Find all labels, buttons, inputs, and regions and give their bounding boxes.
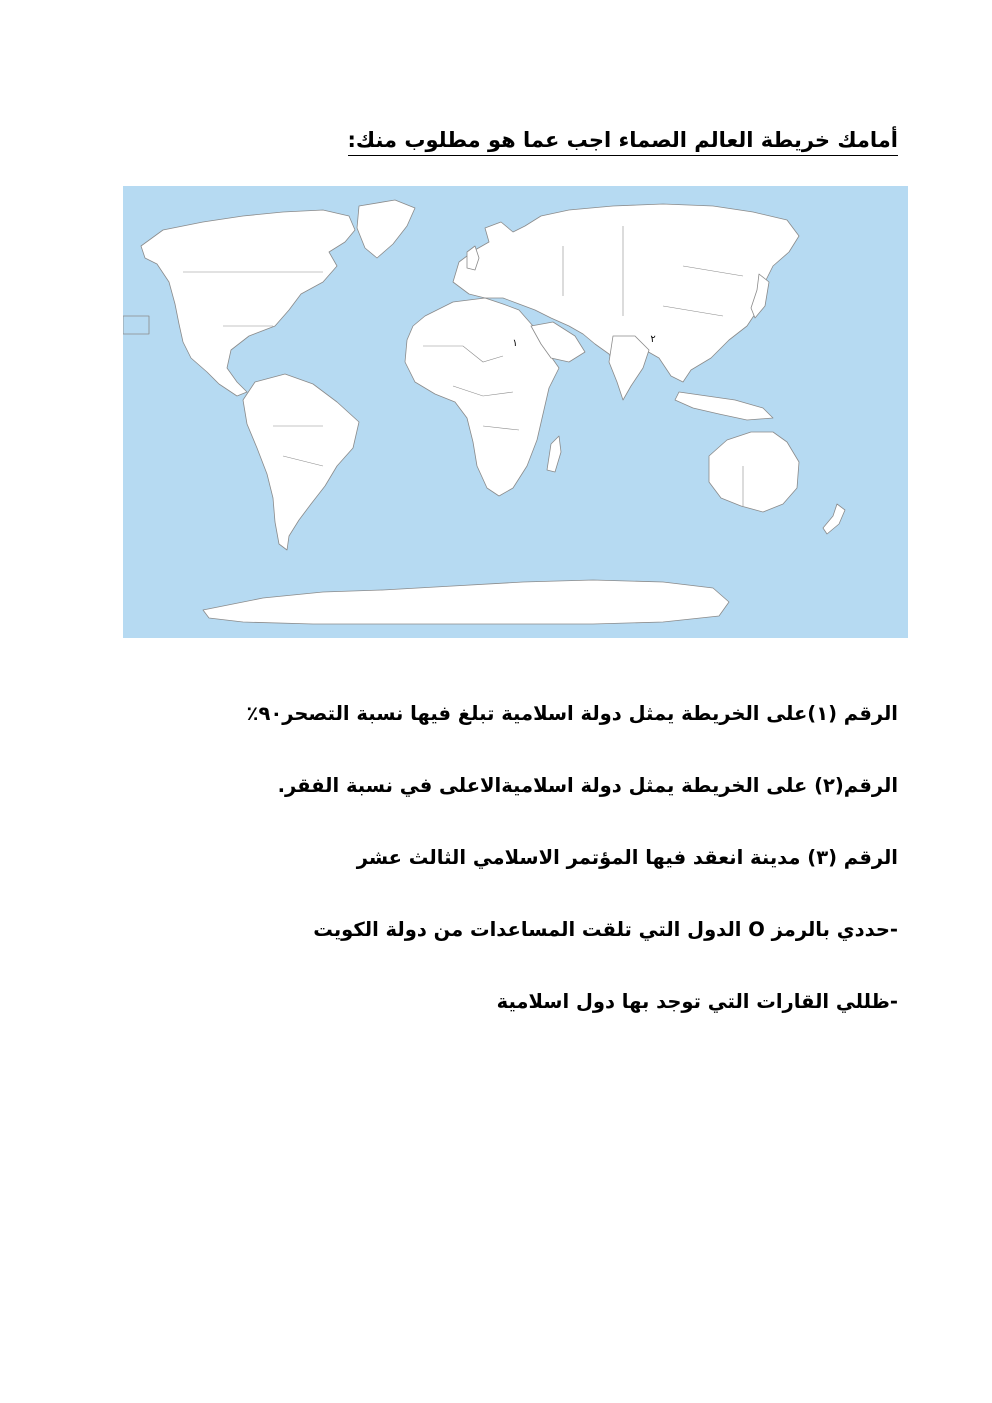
world-map (123, 186, 908, 638)
question-item: الرقم(٢) على الخريطة يمثل دولة اسلاميةالاعلى في نسبة الفقر. (277, 774, 898, 797)
page-title-text: أمامك خريطة العالم الصماء اجب عما هو مطلوب منك: (348, 128, 898, 156)
question-item: -ظللي القارات التي توجد بها دول اسلامية (496, 990, 898, 1013)
question-item: الرقم (٣) مدينة انعقد فيها المؤتمر الاسلامي الثالث عشر (356, 846, 898, 869)
question-item: -حددي بالرمز O الدول التي تلقت المساعدات من دولة الكويت (313, 918, 898, 941)
page-title (258, 128, 898, 152)
question-item: الرقم (١)على الخريطة يمثل دولة اسلامية تبلغ فيها نسبة التصحر٩٠٪ (246, 702, 898, 725)
question-list (118, 688, 898, 1048)
marker-2: ٢ (650, 334, 656, 345)
marker-1: ١ (512, 338, 518, 349)
world-map-svg (123, 186, 908, 638)
